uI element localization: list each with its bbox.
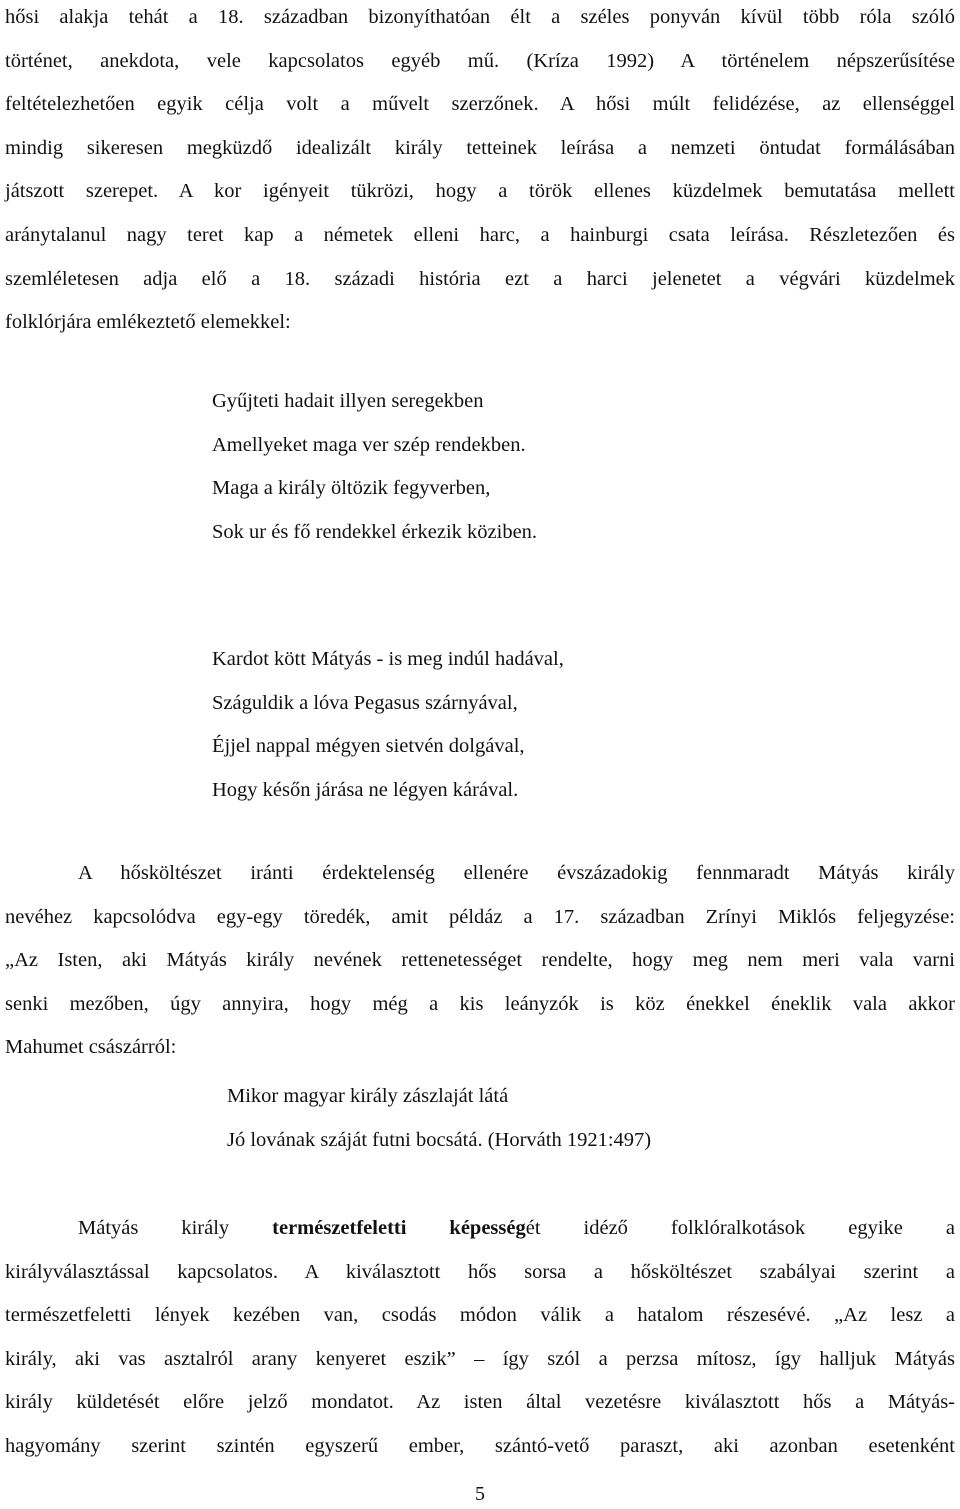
paragraph-line: királyválasztással kapcsolatos. A kiválasztott hős sorsa a hősköltészet szabályai szerint a: [5, 1260, 955, 1283]
paragraph-line: játszott szerepet. A kor igényeit tükrözi, hogy a török ellenes küzdelmek bemutatása mellett: [5, 180, 955, 203]
paragraph-line: hősi alakja tehát a 18. században bizonyíthatóan élt a széles ponyván kívül több róla szóló: [5, 6, 955, 28]
verse-line: Száguldik a lóva Pegasus szárnyával,: [212, 691, 518, 714]
paragraph-3: [5, 1207, 955, 1469]
verse-line: Éjjel nappal mégyen sietvén dolgával,: [212, 735, 525, 758]
verse-line: Gyűjteti hadait illyen seregekben: [212, 390, 484, 412]
paragraph-line: Mahumet császárról:: [5, 1036, 177, 1059]
paragraph-line: természetfeletti lények kezében van, csodás módon válik a hatalom részesévé. „Az lesz a: [5, 1304, 955, 1327]
verse-line: Kardot kött Mátyás - is meg indúl hadával,: [212, 648, 564, 670]
paragraph-text: ét idéző folklóralkotások egyike a: [525, 1217, 955, 1239]
bold-term: természetfeletti képesség: [272, 1217, 526, 1239]
verse-line: Amellyeket maga ver szép rendekben.: [212, 433, 526, 456]
paragraph-line: aránytalanul nagy teret kap a németek elleni harc, a hainburgi csata leírása. Részletezően és: [5, 223, 955, 246]
paragraph-line: „Az Isten, aki Mátyás király nevének rettenetességet rendelte, hogy meg nem meri vala varni: [5, 949, 955, 972]
verse-quote-3: [227, 1075, 651, 1162]
paragraph-line: senki mezőben, úgy annyira, hogy még a kis leányzók is köz énekkel éneklik vala akkor: [5, 992, 955, 1015]
verse-quote-1: [212, 380, 537, 554]
paragraph-line: A hősköltészet iránti érdektelenség ellenére évszázadokig fennmaradt Mátyás király: [78, 862, 955, 884]
paragraph-line: hagyomány szerint szintén egyszerű ember, szántó-vető paraszt, aki azonban esetenként: [5, 1434, 955, 1457]
page-number: 5: [475, 1483, 485, 1505]
verse-quote-2: [212, 638, 564, 812]
paragraph-line: mindig sikeresen megküzdő idealizált király tetteinek leírása a nemzeti öntudat formálásában: [5, 136, 955, 159]
verse-line: Hogy későn járása ne légyen kárával.: [212, 778, 519, 801]
paragraph-2: [5, 852, 955, 1070]
paragraph-line: történet, anekdota, vele kapcsolatos egyéb mű. (Kríza 1992) A történelem népszerűsítése: [5, 49, 955, 72]
paragraph-line: király, aki vas asztalról arany kenyeret eszik” – így szól a perzsa mítosz, így halljuk Mátyás: [5, 1347, 955, 1370]
verse-line: Sok ur és fő rendekkel érkezik köziben.: [212, 520, 538, 543]
paragraph-first-line: [5, 1207, 955, 1251]
verse-line: Mikor magyar király zászlaját látá: [227, 1085, 509, 1107]
paragraph-text: Mátyás király: [78, 1217, 273, 1239]
paragraph-line: nevéhez kapcsolódva egy-egy töredék, amit példáz a 17. században Zrínyi Miklós feljegyzése:: [5, 905, 955, 928]
paragraph-1: [5, 0, 955, 345]
paragraph-line: király küldetését előre jelző mondatot. Az isten által vezetésre kiválasztott hős a Mátyás-: [5, 1391, 955, 1414]
paragraph-line: feltételezhetően egyik célja volt a művelt szerzőnek. A hősi múlt felidézése, az ellenséggel: [5, 93, 955, 116]
paragraph-line: folklórjára emlékeztető elemekkel:: [5, 311, 291, 334]
verse-line: Maga a király öltözik fegyverben,: [212, 477, 491, 500]
verse-line: Jó lovának száját futni bocsátá. (Horváth 1921:497): [227, 1128, 652, 1151]
paragraph-line: szemléletesen adja elő a 18. századi história ezt a harci jelenetet a végvári küzdelmek: [5, 267, 955, 290]
